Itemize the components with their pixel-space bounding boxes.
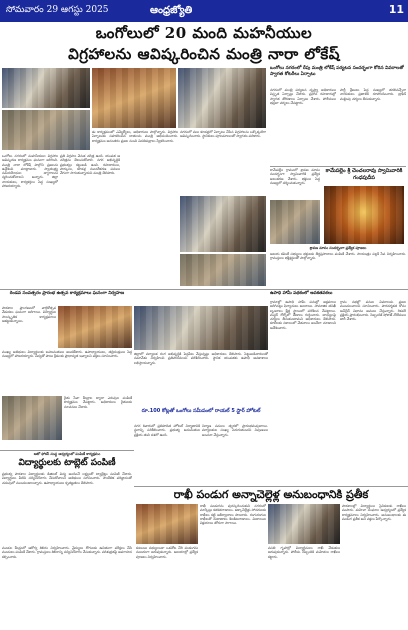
sidebar-top-body-2: పార్టీ శ్రేణులు పెద్ద సంఖ్యలో తరలివచ్చేలా నాయకులు ప్రణాళిక రూపొందించారు. ట్రాఫిక్ మళ్లింపు చర్యలు తీసుకున్నారు. bbox=[340, 88, 406, 101]
temple-photo-left bbox=[270, 200, 320, 244]
bottom-headline: రాఖీ పండుగ అన్నాచెల్లెళ్ల అనుబంధానికి ప్రతీక bbox=[173, 488, 369, 501]
left-lower-photo bbox=[58, 306, 132, 348]
fund-kicker: ఆటో ఫోకస్ సంస్థ ఆధ్వర్యంలో పంపిణీ కార్యక్రమం bbox=[33, 452, 101, 456]
paper-name: ఆంధ్రజ్యోతి bbox=[150, 5, 193, 16]
main-photo-4 bbox=[178, 68, 266, 128]
middle-body-1: జిల్లాలో పర్యాటక రంగ అభివృద్ధికి పెద్దపీట వేస్తున్నట్లు అధికారులు తెలిపారు. పెట్టుబడిదారులతో సమావేశం నిర్వహించి ప్రతిపాదనలను పరిశీలించారు. స్థానిక యువతకు ఉపాధి అవకాశాలు లభిస్తాయన్నారు. bbox=[134, 352, 268, 365]
middle-photo bbox=[134, 306, 268, 350]
left-lower-body-3: రైతు సేవా కేంద్రాల ద్వారా ఎరువుల పంపిణీ కార్యక్రమం చేపట్టారు. అధికారులు రైతులకు సూచనలు చేశారు. bbox=[64, 396, 132, 409]
sidebar-top-body-1: నగరంలో మంత్రి పర్యటన దృష్ట్యా అధికారులు విస్తృత ఏర్పాట్లు చేశారు. ప్రధాన రహదారుల్లో స్వాగత తోరణాలు ఏర్పాటు చేశారు. పోలీసులు భద్రతా చర్యలు చేపట్టారు. bbox=[270, 88, 336, 105]
bottom-body-3: కుటుంబ సభ్యులంతా ఒకచోట చేరి పండుగను సంబరంగా జరుపుకున్నారు. ఆలయాల్లో ప్రత్యేక పూజలు నిర్వహించారు. bbox=[136, 546, 198, 559]
bottom-photo-1 bbox=[136, 504, 198, 544]
left-bottom-body: మండల కేంద్రంలో ఆరోగ్య శిబిరం నిర్వహించారు. వైద్యులు రోగులకు ఉచితంగా పరీక్షలు చేసి మందులు పంపిణీ చేశారు. గ్రామస్తులు శిబిరాన్ని సద్వినియోగం చేసుకున్నారు. పరిశుభ్రతపై అవగాహన కల్పించారు. bbox=[2, 546, 132, 559]
section-divider-2 bbox=[0, 450, 134, 451]
main-photo-6 bbox=[180, 254, 266, 286]
temple-photo-deity bbox=[324, 186, 404, 244]
right-headline: ఉపాధి హామీ పథకంలో అవకతవకలు bbox=[270, 291, 333, 296]
issue-date: సోమవారం 29 ఆగస్టు 2025 bbox=[6, 5, 109, 15]
middle-headline: రూ.100 కోట్లతో ఒంగోలు సమీపంలో రాయల్ 5 స్టార్ హోటల్ bbox=[141, 408, 261, 414]
right-body-2: గ్రామ సభల్లో పనుల వివరాలను ప్రజల ముందుంచాలని సూచించారు. పారదర్శకత కోసం ఆన్‌లైన్ విధానం అమలు చేస్తున్నారు. రికవరీ ప్రక్రియ ప్రారంభించారు. సిబ్బందికి షోకాజ్ నోటీసులు జారీ చేశారు. bbox=[340, 300, 406, 322]
bottom-body-4: వసతి గృహాల్లో విద్యార్థినులు రాఖీ వేడుకలు జరుపుకున్నారు. పోలీసు సిబ్బందికి మహిళలు రాఖీలు కట్టారు. bbox=[268, 546, 340, 559]
right-body-1: గ్రామాల్లో ఉపాధి హామీ పనుల్లో అక్రమాలు జరిగినట్లు ఫిర్యాదులు అందాయి. సామాజిక తనిఖీ బృందాలు క్షేత్ర స్థాయిలో పరిశీలన చేపట్టాయి. మస్టర్ రోల్స్‌లో తేడాలు గుర్తించారు. బాధ్యులపై చర్యలు తీసుకుంటామని అధికారులు తెలిపారు. కూలీలకు సకాలంలో వేతనాలు అందేలా చూడాలని ఆదేశించారు. bbox=[270, 300, 336, 330]
middle-body-3: నిర్మాణ పనులు త్వరలో ప్రారంభమవుతాయి. పర్యాటకుల సంఖ్య పెరుగుతుందని నిపుణులు అంచనా వేస్తున్నారు. bbox=[202, 424, 268, 437]
temple-body-1: కామేపల్లెం గ్రామంలో శ్రావణ మాసం సందర్భంగా స్వామివారికి ప్రత్యేక అలంకరణ చేశారు. భక్తులు పెద్ద సంఖ్యలో దర్శించుకున్నారు. bbox=[270, 168, 320, 185]
sidebar-top-headline-box bbox=[270, 66, 406, 86]
temple-headline: కామేపల్లెం శ్రీ చెంచలరావు స్వామివారికి గంధపుదీప bbox=[325, 168, 403, 181]
main-body-col3: ఈ కార్యక్రమంలో ఎమ్మెల్యేలు, అధికారులు పాల్గొన్నారు. విగ్రహాల ఏర్పాటుకు సహకరించిన దాతలను మంత్రి అభినందించారు. కార్యక్రమం అనంతరం ప్రజల నుంచి వినతిపత్రాలు స్వీకరించారు. bbox=[92, 130, 178, 143]
middle-body-2: నగర శివారులో ప్రతిపాదిత హోటల్ నిర్మాణానికి స్థలాన్ని పరిశీలించారు. ప్రభుత్వ అనుమతుల ప్రక్రియ తుది దశలో ఉంది. bbox=[134, 424, 200, 437]
left-lower-body-2: ముఖ్య అతిథులు విద్యార్థులకు బహుమతులు అందజేశారు. ఉపాధ్యాయులు, తల్లిదండ్రులు పెద్ద సంఖ్యలో హాజరయ్యారు. విద్యతో పాటు క్రీడలకు ప్రాధాన్యత ఇవ్వాలని వక్తలు సూచించారు. bbox=[2, 350, 132, 359]
bottom-body-1: రాఖీ పండుగను పురస్కరించుకుని నగరంలో మార్కెట్లు కళకళలాడాయి. అక్కాచెల్లెళ్లు సోదరులకు రాఖీలు కట్టి ఆశీర్వాదాలు పొందారు. రంగురంగుల రాఖీలతో దుకాణాలు కిటకిటలాడాయి. మిఠాయిల విక్రయాలు జోరుగా సాగాయి. bbox=[200, 504, 266, 526]
page-number: 11 bbox=[388, 3, 404, 16]
section-divider-3 bbox=[134, 486, 408, 487]
fund-body: ప్రభుత్వ పాఠశాల విద్యార్థులకు డిజిటల్ విద్య అందించే లక్ష్యంతో ట్యాబ్లెట్లు పంపిణీ చేశారు. విద్యార్థులు వీటిని సద్వినియోగం చేసుకోవాలని అతిథులు సూచించారు. సాంకేతిక పరిజ్ఞానంతో చదువులో ముందుండాలన్నారు. ఉపాధ్యాయులు కృతజ్ఞతలు తెలిపారు. bbox=[2, 472, 132, 485]
main-headline-line2: విగ్రహాలను ఆవిష్కరించిన మంత్రి నారా లోకేష్ bbox=[68, 45, 340, 63]
left-lower-body-1: పాఠశాల ప్రాంగణంలో వార్షికోత్సవ వేడుకలు ఘనంగా జరిగాయి. విద్యార్థుల సాంస్కృతిక కార్యక్రమాలు ఆకట్టుకున్నాయి. bbox=[2, 306, 56, 323]
main-headline-line1: ఒంగోలులో 20 మంది మహనీయుల bbox=[95, 24, 313, 42]
main-photo-2 bbox=[2, 110, 90, 150]
sidebar-top-headline: ఒంగోలు నగరంలో రేపు మంత్రి లోకేష్ పర్యటన సందర్భంగా కోరిన వివరాలతో స్వాగత కోటరీలు ఏర్పాటు bbox=[270, 66, 404, 77]
main-photo-5 bbox=[180, 196, 266, 252]
section-divider-1 bbox=[0, 289, 408, 290]
temple-subhead: శ్రావణ మాసం సందర్భంగా ప్రత్యేక పూజలు bbox=[309, 246, 367, 250]
bottom-photo-2 bbox=[268, 504, 340, 544]
left-lower-headline: రెండవ సంవత్సరం ప్రారంభ ఉత్సవ కార్యక్రమాలు ఘనంగా నిర్వహణ bbox=[9, 291, 125, 296]
bottom-body-2: పాఠశాలల్లో విద్యార్థులు సైనికులకు రాఖీలు పంపారు. మహిళా సంఘాల ఆధ్వర్యంలో ప్రత్యేక కార్యక్రమాలు నిర్వహించారు. అనుబంధాలకు ఈ పండుగ ప్రతీక అని వక్తలు పేర్కొన్నారు. bbox=[342, 504, 406, 521]
main-body-col2: ప్రతి విగ్రహం వెనుక చరిత్ర ఉంది. యువత ఆ చరిత్రను తెలుసుకోవాలి. నగర అభివృద్ధికి ప్రభుత్వం కట్టుబడి ఉంది. రహదారులు, పార్కులు, కూడళ్ల సుందరీకరణ పనులు వేగంగా సాగుతున్నాయని మంత్రి తెలిపారు. bbox=[60, 154, 120, 176]
main-body-col1: ఒంగోలు నగరంలో మహనీయుల విగ్రహాల ఆవిష్కరణ కార్యక్రమం ఘనంగా జరిగింది. మంత్రి నారా లోకేష్ పాల్గొని ప్రజలను ఉద్దేశించి మాట్లాడారు. స్వాతంత్ర్య సమరయోధుల త్యాగాలను స్మరించుకోవాలని అన్నారు. జిల్లా నాయకులు, కార్యకర్తలు పెద్ద సంఖ్యలో హాజరయ్యారు. bbox=[2, 154, 58, 189]
fund-headline: విద్యార్థులకు టాబ్లెట్ పంపిణీ bbox=[18, 458, 116, 468]
left-lower-photo-2 bbox=[2, 396, 62, 440]
divider bbox=[270, 166, 406, 167]
main-photo-3 bbox=[92, 68, 176, 128]
main-photo-1 bbox=[2, 68, 90, 108]
temple-body-2: ఆలయ కమిటీ సభ్యులు భక్తులకు తీర్థప్రసాదాలు పంపిణీ చేశారు. సాయంత్రం పల్లకీ సేవ నిర్వహించారు. గ్రామస్తులు భక్తిశ్రద్ధలతో పాల్గొన్నారు. bbox=[270, 252, 406, 261]
masthead bbox=[0, 0, 408, 22]
main-body-col4: నగరంలో పలు కూడళ్లలో ఏర్పాటు చేసిన విగ్రహాలను ఒక్కొక్కటిగా ఆవిష్కరించారు. స్థానికులు పూలమాలలతో స్వాగతం పలికారు. bbox=[180, 130, 266, 139]
